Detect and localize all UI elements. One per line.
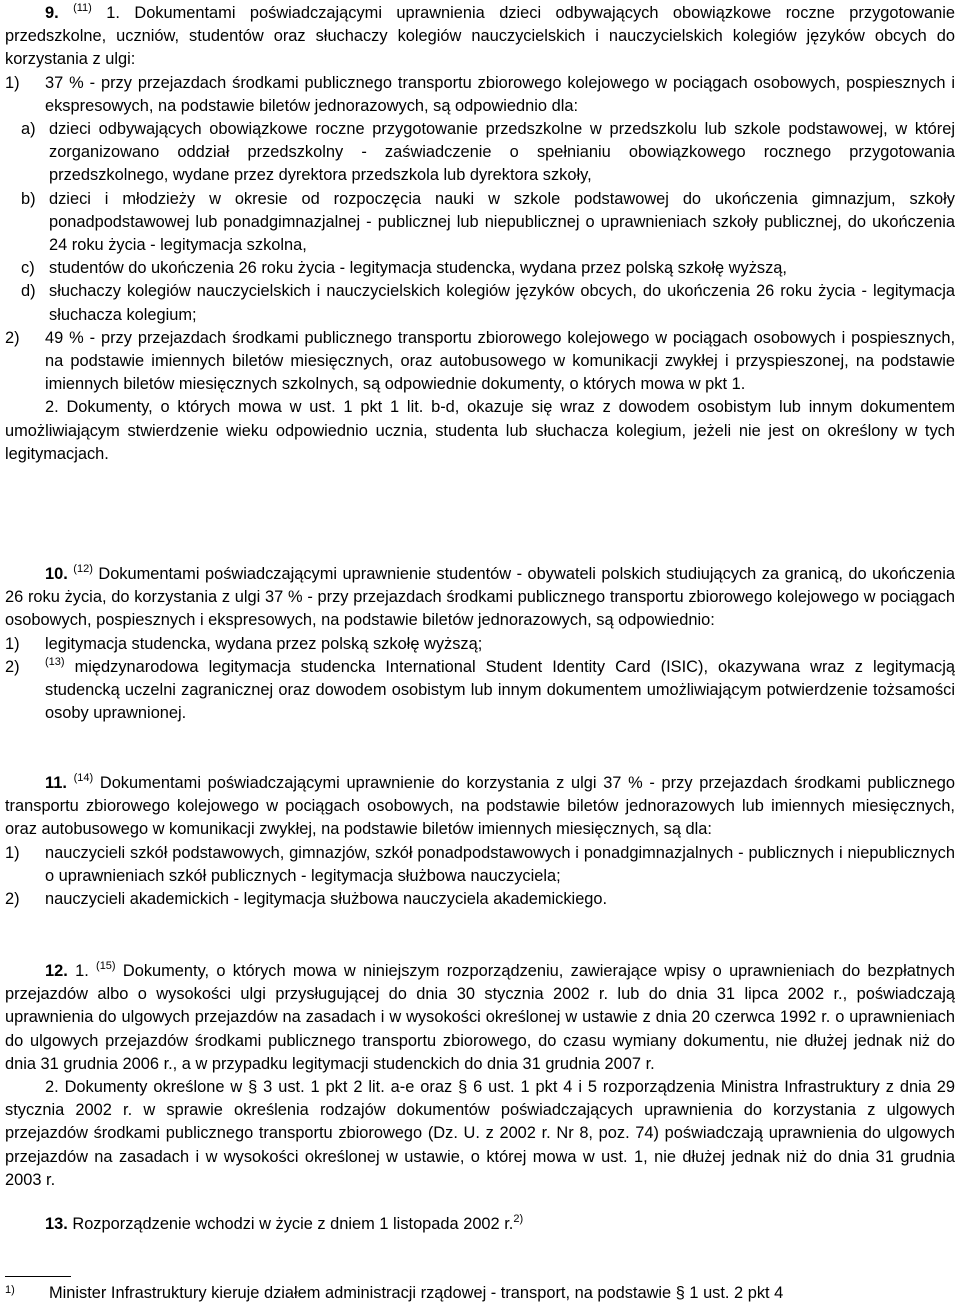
section-13 <box>5 1213 955 1236</box>
list-item: c) studentów do ukończenia 26 roku życia - legitymacja studencka, wydana przez polską szkołę wyższą, <box>21 259 787 278</box>
footnote-mark: 1) <box>5 1284 15 1296</box>
footnote-ref[interactable]: (15) <box>96 960 116 972</box>
section-9-number: 9. <box>45 4 59 22</box>
footnote <box>5 1282 955 1305</box>
section-11 <box>5 772 955 911</box>
section-10-intro: 10. $^{(12)}$ Dokumentami poświadczającymi uprawnienie studentów - obywateli polskich studiujących za granicą, do ukończenia 26 roku życia, do korzystania z ulgi 37 % - przy przejazdach środkami publicznego transportu zbiorowego kolejowego w pociągach osobowych, pospiesznych i ekspresowych, na podstawie biletów jednorazowych, są odpowiednio: <box>5 563 956 630</box>
footnote-text: Minister Infrastruktury kieruje działem administracji rządowej - transport, na podstawie § 1 ust. 2 pkt 4 <box>49 1284 784 1302</box>
footnote-divider <box>5 1276 71 1277</box>
list-item: b) dzieci i młodzieży w okresie od rozpoczęcia nauki w szkole podstawowej do ukończenia gimnazjum, szkoły ponadpodstawowej lub ponadgimnazjalnej - publicznej lub niepublicznej o uprawnieniach szkoły publicznej, do ukończenia 24 roku życia - legitymacja szkolna, <box>21 189 955 255</box>
footnote-ref[interactable]: (11) <box>73 2 92 14</box>
list-item: 2) 49 % - przy przejazdach środkami publicznego transportu zbiorowego kolejowego w pociągach osobowych i pospiesznych, na podstawie imiennych biletów miesięcznych, oraz autobusowego w komunikacji zwykłej i przyspieszonej, na podstawie imiennych biletów miesięcznych szkolnych, są odpowiednie dokumenty, o których mowa w pkt 1. <box>5 328 955 394</box>
section-13-text: 13. Rozporządzenie wchodzi w życie z dniem 1 listopada 2002 r.$^{2)}$ <box>45 1213 524 1233</box>
section-12 <box>5 960 955 1192</box>
section-12-number: 12. <box>45 962 68 980</box>
section-9 <box>5 2 955 466</box>
list-item: 2) nauczycieli akademickich - legitymacja służbowa nauczyciela akademickiego. <box>5 890 608 909</box>
footnote-ref[interactable]: (13) <box>45 655 65 668</box>
section-10 <box>5 563 955 725</box>
section-12-para-2: 2. Dokumenty określone w § 3 ust. 1 pkt 2 lit. a-e oraz § 6 ust. 1 pkt 4 i 5 rozporządzenia Ministra Infrastruktury z dnia 29 stycznia 2002 r. w sprawie określenia rodzajów dokumentów poświadczających uprawnienia do korzystania z ulgowych przejazdów środkami publicznego transportu zbiorowego (Dz. U. z 2002 r. Nr 8, poz. 74) poświadczają uprawnienia do ulgowych przejazdów na zasadach i w wysokości określonej w ustawie, o której mowa w ust. 1, nie dłużej jednak niż do dnia 31 grudnia 2003 r. <box>5 1078 955 1189</box>
footnote-ref[interactable]: (12) <box>73 563 93 575</box>
section-10-number: 10. <box>45 565 68 583</box>
section-11-intro: 11. $^{(14)}$ Dokumentami poświadczającymi uprawnienie do korzystania z ulgi 37 % - przy przejazdach środkami publicznego transportu zbiorowego kolejowego w pociągach osobowych, na podstawie biletów jednorazowych lub imiennych miesięcznych, oraz autobusowego w komunikacji zwykłej, na podstawie biletów imiennych miesięcznych, są dla: <box>5 772 955 839</box>
footnote-ref[interactable]: 2) <box>513 1213 524 1225</box>
list-item: 1) 37 % - przy przejazdach środkami publicznego transportu zbiorowego kolejowego w pociągach osobowych, pospiesznych i ekspresowych, na podstawie biletów jednorazowych, są odpowiednio dla: <box>5 73 955 115</box>
list-item: 2) $^{(13)}$ międzynarodowa legitymacja studencka International Student Identity Card (ISIC), okazywana wraz z legitymacją studencką uczelni zagranicznej oraz dowodem osobistym lub innym dokumentem umożliwiającym potwierdzenie tożsamości osoby uprawnionej. <box>5 655 955 723</box>
section-12-intro: 12. 1. $^{(15)}$ Dokumenty, o których mowa w niniejszym rozporządzeniu, zawierające wpisy o uprawnieniach do bezpłatnych przejazdów albo o wysokości ulgi przysługującej do dnia 30 stycznia 2002 r. lub do dnia 31 lipca 2002 r., poświadczają uprawnienia do ulgowych przejazdów na zasadach i w wysokości określonej w ustawie z dnia 20 czerwca 1992 r. o uprawnieniach do ulgowych przejazdów środkami publicznego transportu zbiorowego, do czasu wymiany dokumentu, nie dłużej jednak niż do dnia 31 grudnia 2006 r., a w przypadku legitymacji studenckich do dnia 31 grudnia 2007 r. <box>5 960 956 1073</box>
section-13-number: 13. <box>45 1215 68 1233</box>
list-item: a) dzieci odbywających obowiązkowe roczne przygotowanie przedszkolne w przedszkolu lub szkole podstawowej, w której zorganizowano oddział przedszkolny - zaświadczenie o spełnianiu obowiązkowego rocznego przygotowania przedszkolnego, wydane przez dyrektora przedszkola lub dyrektora szkoły, <box>21 120 955 185</box>
footnote-ref[interactable]: (14) <box>73 772 94 784</box>
section-9-para-2: 2. Dokumenty, o których mowa w ust. 1 pkt 1 lit. b-d, okazuje się wraz z dowodem osobistym lub innym dokumentem umożliwiającym stwierdzenie wieku odpowiednio ucznia, studenta lub słuchacza kolegium, jeżeli nie jest on określony w tych legitymacjach. <box>5 398 955 463</box>
list-item: d) słuchaczy kolegiów nauczycielskich i nauczycielskich kolegiów języków obcych, do ukończenia 26 roku życia - legitymacja słuchacza kolegium; <box>21 282 955 324</box>
section-9-intro: 9. $^{(11)}$ 1. Dokumentami poświadczającymi uprawnienia dzieci odbywających obowiązkowe roczne przygotowanie przedszkolne, uczniów, studentów oraz słuchaczy kolegiów nauczycielskich i nauczycielskich kolegiów języków obcych do korzystania z ulgi: <box>5 2 955 69</box>
section-11-number: 11. <box>45 774 67 792</box>
list-item: 1) nauczycieli szkół podstawowych, gimnazjów, szkół ponadpodstawowych i ponadgimnazjalnych - publicznych i niepublicznych o uprawnieniach szkół publicznych - legitymacja służbowa nauczyciela; <box>5 843 955 885</box>
list-item: 1) legitymacja studencka, wydana przez polską szkołę wyższą; <box>5 634 483 653</box>
